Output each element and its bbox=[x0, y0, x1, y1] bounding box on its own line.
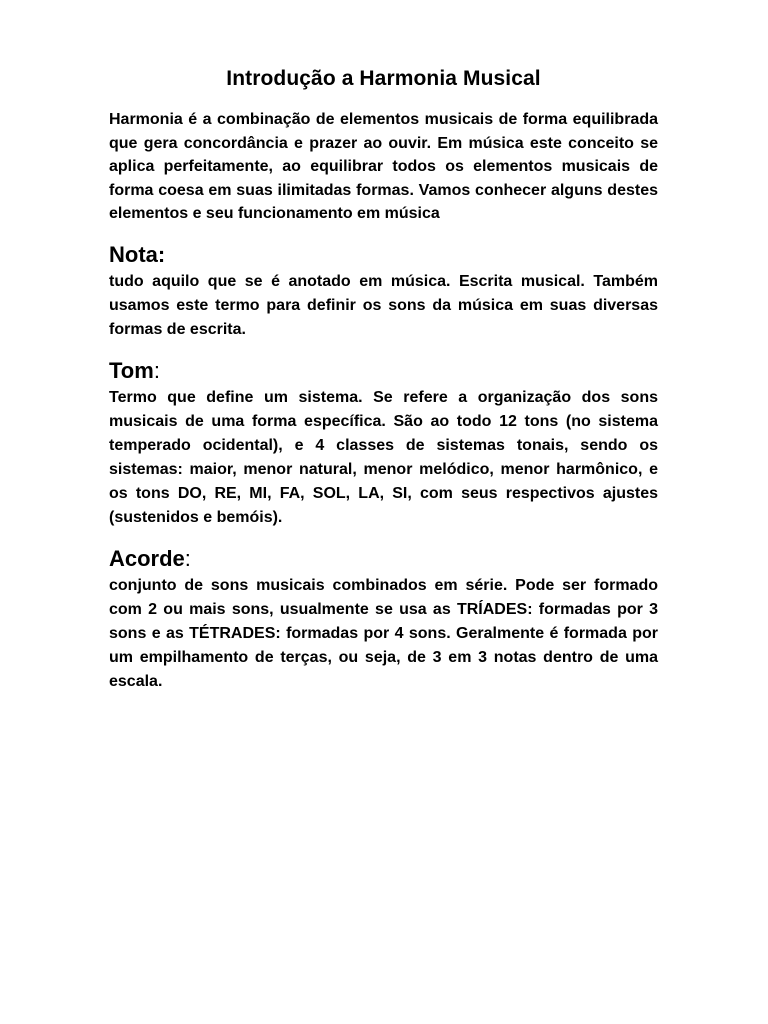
section-nota bbox=[109, 242, 658, 342]
section-text-acorde: conjunto de sons musicais combinados em série. Pode ser formado com 2 ou mais sons, usualmente se usa as TRÍADES: formadas por 3 sons e as TÉTRADES: formadas por 4 sons. Geralmente é formada por um empilhamento de terças, ou seja, de 3 em 3 notas dentro de uma escala. bbox=[109, 576, 658, 690]
section-tom bbox=[109, 358, 658, 530]
section-acorde bbox=[109, 546, 658, 694]
section-heading-label: Tom bbox=[109, 357, 154, 383]
section-text-nota: tudo aquilo que se é anotado em música. Escrita musical. Também usamos este termo para definir os sons da música em suas diversas formas de escrita. bbox=[109, 272, 658, 338]
section-text-tom: Termo que define um sistema. Se refere a organização dos sons musicais de uma forma específica. São ao todo 12 tons (no sistema temperado ocidental), e 4 classes de sistemas tonais, sendo os sistemas: maior, menor natural, menor melódico, menor harmônico, e os tons DO, RE, MI, FA, SOL, LA, SI, com seus respectivos ajustes (sustenidos e bemóis). bbox=[109, 388, 658, 526]
section-heading-acorde bbox=[109, 546, 658, 572]
section-heading-nota bbox=[109, 242, 658, 268]
document-title: Introdução a Harmonia Musical bbox=[226, 67, 541, 90]
section-heading-label: Acorde bbox=[109, 545, 185, 571]
section-heading-label: Nota bbox=[109, 241, 158, 267]
intro-paragraph: Harmonia é a combinação de elementos musicais de forma equilibrada que gera concordância e prazer ao ouvir. Em música este conceito se aplica perfeitamente, ao equilibrar todos os elementos musicais de forma coesa em suas ilimitadas formas. Vamos conhecer alguns destes elementos e seu funcionamento em música bbox=[109, 111, 658, 222]
section-heading-tom bbox=[109, 358, 658, 384]
section-heading-colon: : bbox=[157, 241, 166, 267]
section-heading-colon: : bbox=[184, 545, 191, 571]
section-heading-colon: : bbox=[153, 357, 160, 383]
document-page bbox=[109, 64, 658, 694]
